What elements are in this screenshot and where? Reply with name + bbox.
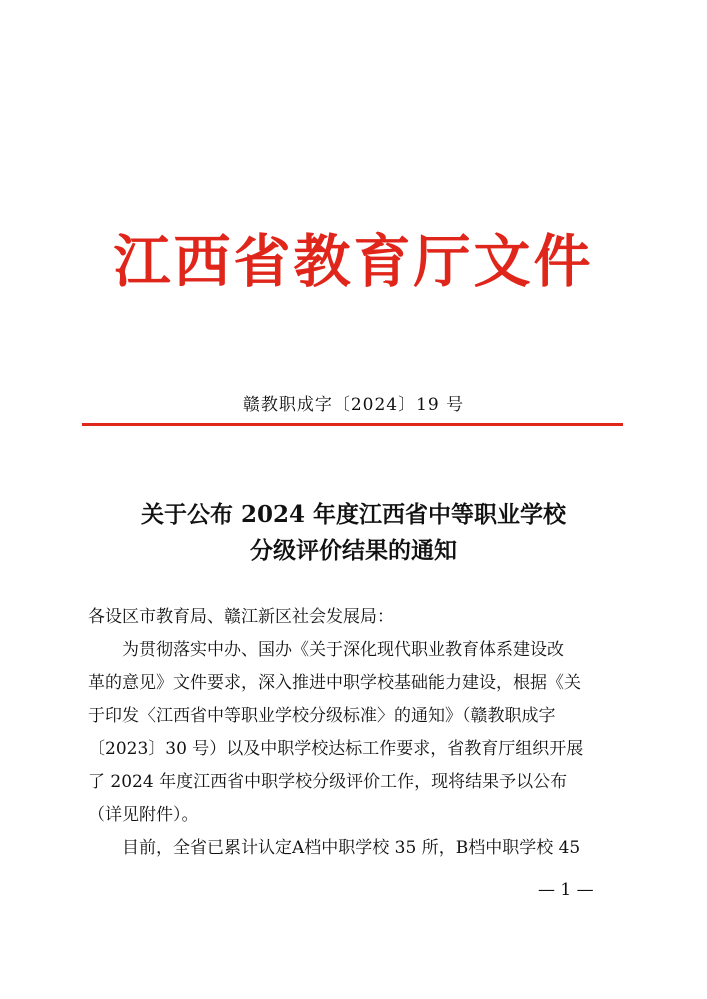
notice-body: [88, 601, 623, 865]
paragraph-1-line-5: 了 2024 年度江西省中职学校分级评价工作，现将结果予以公布: [88, 772, 568, 792]
notice-title: [0, 497, 707, 569]
paragraph-1-line-1: 为贯彻落实中办、国办《关于深化现代职业教育体系建设改: [122, 640, 564, 660]
issuing-authority-title: 江西省教育厅文件: [113, 228, 594, 295]
page-number: — 1 —: [538, 880, 594, 900]
paragraph-1-line-3: 于印发〈江西省中等职业学校分级标准〉的通知》（赣教职成字: [88, 706, 556, 726]
paragraph-1-line-4: 〔2023〕30 号）以及中职学校达标工作要求，省教育厅组织开展: [88, 739, 584, 759]
red-divider-line: [82, 423, 623, 426]
notice-title-line-1: 关于公布 2024 年度江西省中等职业学校: [140, 501, 567, 528]
salutation: 各设区市教育局、赣江新区社会发展局：: [88, 607, 394, 627]
document-number: 赣教职成字〔2024〕19 号: [242, 395, 465, 415]
notice-title-line-2: 分级评价结果的通知: [250, 537, 457, 564]
paragraph-2-line-1: 目前，全省已累计认定A档中职学校 35 所，B档中职学校 45: [122, 838, 581, 858]
paragraph-1-line-2: 革的意见》文件要求，深入推进中职学校基础能力建设，根据《关: [88, 673, 581, 693]
paragraph-1-line-6: （详见附件）。: [88, 805, 199, 825]
